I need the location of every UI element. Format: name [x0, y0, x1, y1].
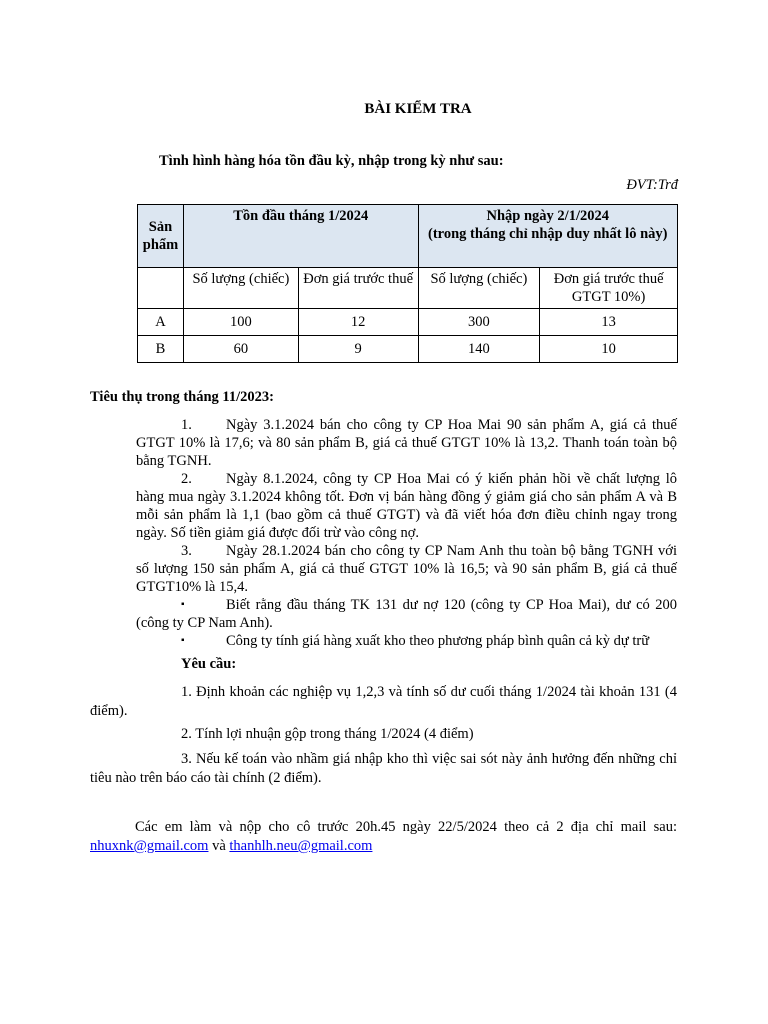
- cell-buy-qty: 140: [418, 336, 540, 363]
- page-title: BÀI KIỂM TRA: [364, 101, 472, 117]
- subheader-empty: [138, 268, 184, 309]
- requirement-item: [90, 683, 677, 721]
- item-text: Ngày 8.1.2024, công ty CP Hoa Mai có ý kiến phản hồi về chất lượng lô hàng mua ngày 3.1.2024 không tốt. Đơn vị bán hàng đồng ý giảm giá cho sản phẩm A và B mỗi sản phẩm là 1,1 (bao gồm cả thuế GTGT) và đã viết hóa đơn điều chỉnh ngay trong ngày. Số tiền giảm giá được đối trừ vào công nợ.: [136, 471, 677, 541]
- cell-product: B: [138, 336, 184, 363]
- header-opening-stock: Tồn đầu tháng 1/2024: [183, 205, 418, 268]
- item-text: Ngày 3.1.2024 bán cho công ty CP Hoa Mai 90 sản phẩm A, giá cả thuế GTGT 10% là 17,6; và 80 sản phẩm B, giá cả thuế GTGT 10% là 13,2. Thanh toán toàn bộ bằng TGNH.: [136, 417, 677, 469]
- subheader-qty-purchase: Số lượng (chiếc): [418, 268, 540, 309]
- subheader-price-opening: Đơn giá trước thuế: [298, 268, 418, 309]
- requirement-text: 2. Tính lợi nhuận gộp trong tháng 1/2024 (4 điểm): [181, 726, 474, 742]
- item-number: 3.: [181, 543, 192, 559]
- table-row: [138, 336, 678, 363]
- cell-product: A: [138, 309, 184, 336]
- item-number: 1.: [181, 417, 192, 433]
- subheader-qty-opening: Số lượng (chiếc): [183, 268, 298, 309]
- cell-open-price: 12: [298, 309, 418, 336]
- email-link-2[interactable]: thanhlh.neu@gmail.com: [229, 838, 373, 854]
- table-row: [138, 309, 678, 336]
- table-subheader-row: [138, 268, 678, 309]
- cell-open-qty: 60: [183, 336, 298, 363]
- inventory-table: [137, 204, 678, 363]
- header-product: Sản phẩm: [138, 205, 184, 268]
- cell-open-qty: 100: [183, 309, 298, 336]
- section-title: Tiêu thụ trong tháng 11/2023:: [90, 389, 274, 405]
- cell-buy-price: 13: [540, 309, 678, 336]
- list-item: [136, 416, 677, 470]
- bullet-square-icon: ▪: [181, 599, 185, 610]
- subheader-price-purchase: Đơn giá trước thuế GTGT 10%): [540, 268, 678, 309]
- bullet-item: [136, 632, 677, 650]
- item-number: 2.: [181, 471, 192, 487]
- header-purchase: [418, 205, 678, 268]
- cell-buy-qty: 300: [418, 309, 540, 336]
- requirement-item: [90, 750, 677, 788]
- footer-text: Các em làm và nộp cho cô trước 20h.45 ngày 22/5/2024 theo cả 2 địa chỉ mail sau:: [135, 819, 677, 835]
- requirement-item: [90, 725, 677, 744]
- cell-open-price: 9: [298, 336, 418, 363]
- email-link-1[interactable]: nhuxnk@gmail.com: [90, 838, 209, 854]
- requirement-text: 1. Định khoản các nghiệp vụ 1,2,3 và tính số dư cuối tháng 1/2024 tài khoản 131 (4 điểm).: [90, 684, 677, 719]
- list-item: [136, 542, 677, 596]
- bullet-square-icon: ▪: [181, 635, 185, 646]
- requirement-text: 3. Nếu kế toán vào nhầm giá nhập kho thì việc sai sót này ảnh hưởng đến những chỉ tiêu nào trên báo cáo tài chính (2 điểm).: [90, 751, 677, 786]
- submission-note: [90, 818, 677, 856]
- list-item: [136, 470, 677, 542]
- bullet-text: Biết rằng đầu tháng TK 131 dư nợ 120 (công ty CP Hoa Mai), dư có 200 (công ty CP Nam Anh).: [136, 597, 677, 631]
- cell-buy-price: 10: [540, 336, 678, 363]
- footer-joiner: và: [208, 838, 230, 854]
- item-text: Ngày 28.1.2024 bán cho công ty CP Nam Anh thu toàn bộ bằng TGNH với số lượng 150 sản phẩm A, giá cả thuế GTGT 10% là 16,5; và 90 sản phẩm B, giá cả thuế GTGT10% là 15,4.: [136, 543, 677, 595]
- bullet-text: Công ty tính giá hàng xuất kho theo phương pháp bình quân cả kỳ dự trữ: [226, 633, 650, 649]
- header-purchase-line1: Nhập ngày 2/1/2024: [486, 208, 609, 224]
- header-purchase-line2: (trong tháng chỉ nhập duy nhất lô này): [428, 226, 668, 242]
- table-header-row: [138, 205, 678, 268]
- unit-label: ĐVT:Trđ: [626, 177, 678, 193]
- requirements-title: Yêu cầu:: [181, 656, 237, 672]
- bullet-item: [136, 596, 677, 632]
- intro-text: Tình hình hàng hóa tồn đầu kỳ, nhập trong kỳ như sau:: [159, 153, 504, 169]
